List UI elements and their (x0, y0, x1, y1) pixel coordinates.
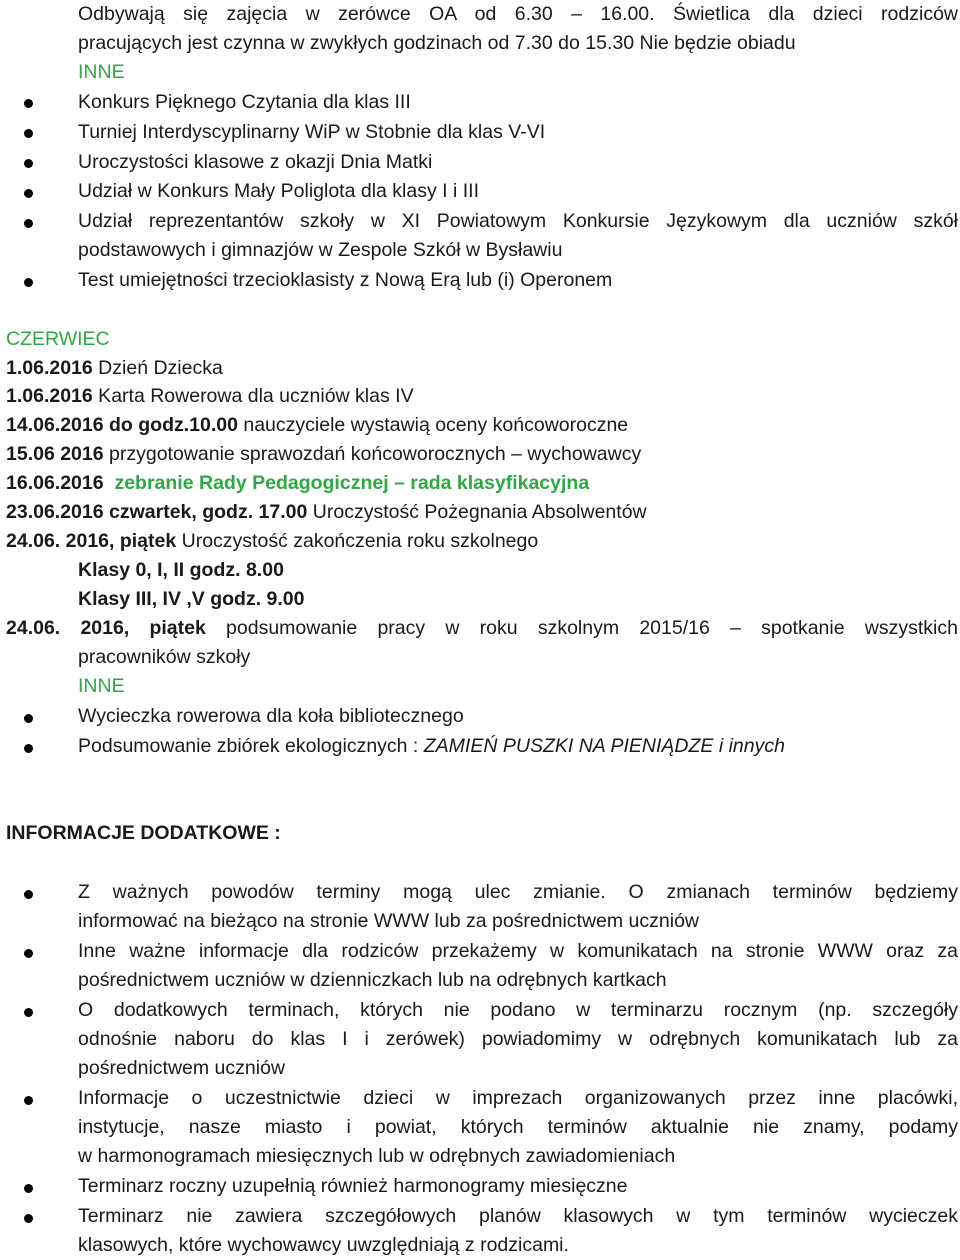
list-item-continuation: podstawowych i gimnazjów w Zespole Szkół w Bysławiu (78, 239, 563, 261)
calendar-entry (6, 382, 414, 411)
bullet-icon (24, 189, 33, 198)
calendar-entry (6, 614, 958, 643)
bullet-icon (24, 99, 33, 108)
entry-date: 14.06.2016 do godz.10.00 (6, 414, 238, 436)
list-item: O dodatkowych terminach, których nie podano w terminarzu rocznym (np. szczegóły (78, 999, 958, 1021)
bullet-icon (24, 129, 33, 138)
bullet-icon (24, 1008, 33, 1017)
list-item: Udział reprezentantów szkoły w XI Powiatowym Konkursie Językowym dla uczniów szkół (78, 210, 958, 232)
entry-date: 15.06 2016 (6, 443, 104, 465)
calendar-entry (6, 498, 647, 527)
list-item-continuation: informować na bieżąco na stronie WWW lub za pośrednictwem uczniów (78, 910, 700, 932)
calendar-entry (6, 469, 589, 498)
list-item: Test umiejętności trzecioklasisty z Nową Erą lub (i) Operonem (78, 269, 613, 291)
section-heading-info: INFORMACJE DODATKOWE : (6, 822, 281, 844)
bullet-icon (24, 1184, 33, 1193)
class-time: Klasy 0, I, II godz. 8.00 (78, 559, 284, 581)
list-item: Informacje o uczestnictwie dzieci w imprezach organizowanych przez inne placówki, (78, 1087, 958, 1109)
section-heading-inne: INNE (78, 675, 125, 697)
calendar-entry (6, 440, 641, 469)
bullet-icon (24, 159, 33, 168)
list-item-continuation: w harmonogramach miesięcznych lub w odrębnych zawiadomieniach (78, 1145, 676, 1167)
class-time: Klasy III, IV ,V godz. 9.00 (78, 588, 305, 610)
list-item: Terminarz roczny uzupełnią również harmonogramy miesięczne (78, 1175, 628, 1197)
list-item: Uroczystości klasowe z okazji Dnia Matki (78, 151, 433, 173)
entry-text: Karta Rowerowa dla uczniów klas IV (92, 385, 414, 407)
list-item-italic: ZAMIEŃ PUSZKI NA PIENIĄDZE i innych (423, 735, 785, 757)
calendar-entry (6, 527, 538, 556)
calendar-entry (6, 354, 223, 383)
entry-text: Dzień Dziecka (92, 357, 223, 379)
bullet-icon (24, 744, 33, 753)
list-item: Wycieczka rowerowa dla koła bibliotecznego (78, 705, 464, 727)
list-item-continuation: pośrednictwem uczniów w dzienniczkach lub na odrębnych kartkach (78, 969, 667, 991)
list-item: Inne ważne informacje dla rodziców przekażemy w komunikatach na stronie WWW oraz za (78, 940, 958, 962)
list-item-continuation: pośrednictwem uczniów (78, 1057, 286, 1079)
calendar-entry (6, 411, 628, 440)
entry-date: 1.06.2016 (6, 385, 93, 407)
bullet-icon (24, 278, 33, 287)
bullet-icon (24, 1214, 33, 1223)
bullet-icon (24, 1096, 33, 1105)
section-heading-czerwiec: CZERWIEC (6, 328, 110, 350)
bullet-icon (24, 949, 33, 958)
entry-date: 23.06.2016 czwartek, godz. 17.00 (6, 501, 308, 523)
list-item-continuation: instytucje, nasze miasto i powiat, których terminów aktualnie nie znamy, podamy (78, 1116, 958, 1138)
section-heading-inne: INNE (78, 61, 125, 83)
paragraph-line: pracujących jest czynna w zwykłych godzinach od 7.30 do 15.30 Nie będzie obiadu (78, 32, 796, 54)
entry-text-highlight: zebranie Rady Pedagogicznej – rada klasyfikacyjna (114, 472, 590, 494)
list-item (78, 732, 785, 761)
entry-text: nauczyciele wystawią oceny końcoworoczne (237, 414, 629, 436)
bullet-icon (24, 714, 33, 723)
entry-text: Uroczystość zakończenia roku szkolnego (176, 530, 539, 552)
list-item: Turniej Interdyscyplinarny WiP w Stobnie dla klas V-VI (78, 121, 546, 143)
list-item: Konkurs Pięknego Czytania dla klas III (78, 91, 411, 113)
list-item: Udział w Konkurs Mały Poliglota dla klasy I i III (78, 180, 479, 202)
entry-date: 16.06.2016 (6, 472, 104, 494)
entry-text: przygotowanie sprawozdań końcoworocznych – wychowawcy (103, 443, 642, 465)
bullet-icon (24, 890, 33, 899)
entry-date: 24.06. 2016, piątek (6, 530, 177, 552)
entry-date: 24.06. 2016, piątek (6, 617, 206, 639)
entry-text: Uroczystość Pożegnania Absolwentów (307, 501, 647, 523)
list-item: Z ważnych powodów terminy mogą ulec zmianie. O zmianach terminów będziemy (78, 881, 958, 903)
list-item: Terminarz nie zawiera szczegółowych planów klasowych w tym terminów wycieczek (78, 1205, 958, 1227)
entry-text: podsumowanie pracy w roku szkolnym 2015/16 – spotkanie wszystkich (205, 617, 958, 639)
list-item-continuation: klasowych, które wychowawcy uwzględniają z rodzicami. (78, 1234, 569, 1256)
entry-text-continuation: pracowników szkoły (78, 646, 251, 668)
entry-date: 1.06.2016 (6, 357, 93, 379)
list-item-text: Podsumowanie zbiórek ekologicznych : (78, 735, 424, 757)
paragraph-line: Odbywają się zajęcia w zerówce OA od 6.30 – 16.00. Świetlica dla dzieci rodziców (78, 3, 958, 25)
bullet-icon (24, 219, 33, 228)
list-item-continuation: odnośnie naboru do klas I i zerówek) powiadomimy w odrębnych komunikatach lub za (78, 1028, 958, 1050)
